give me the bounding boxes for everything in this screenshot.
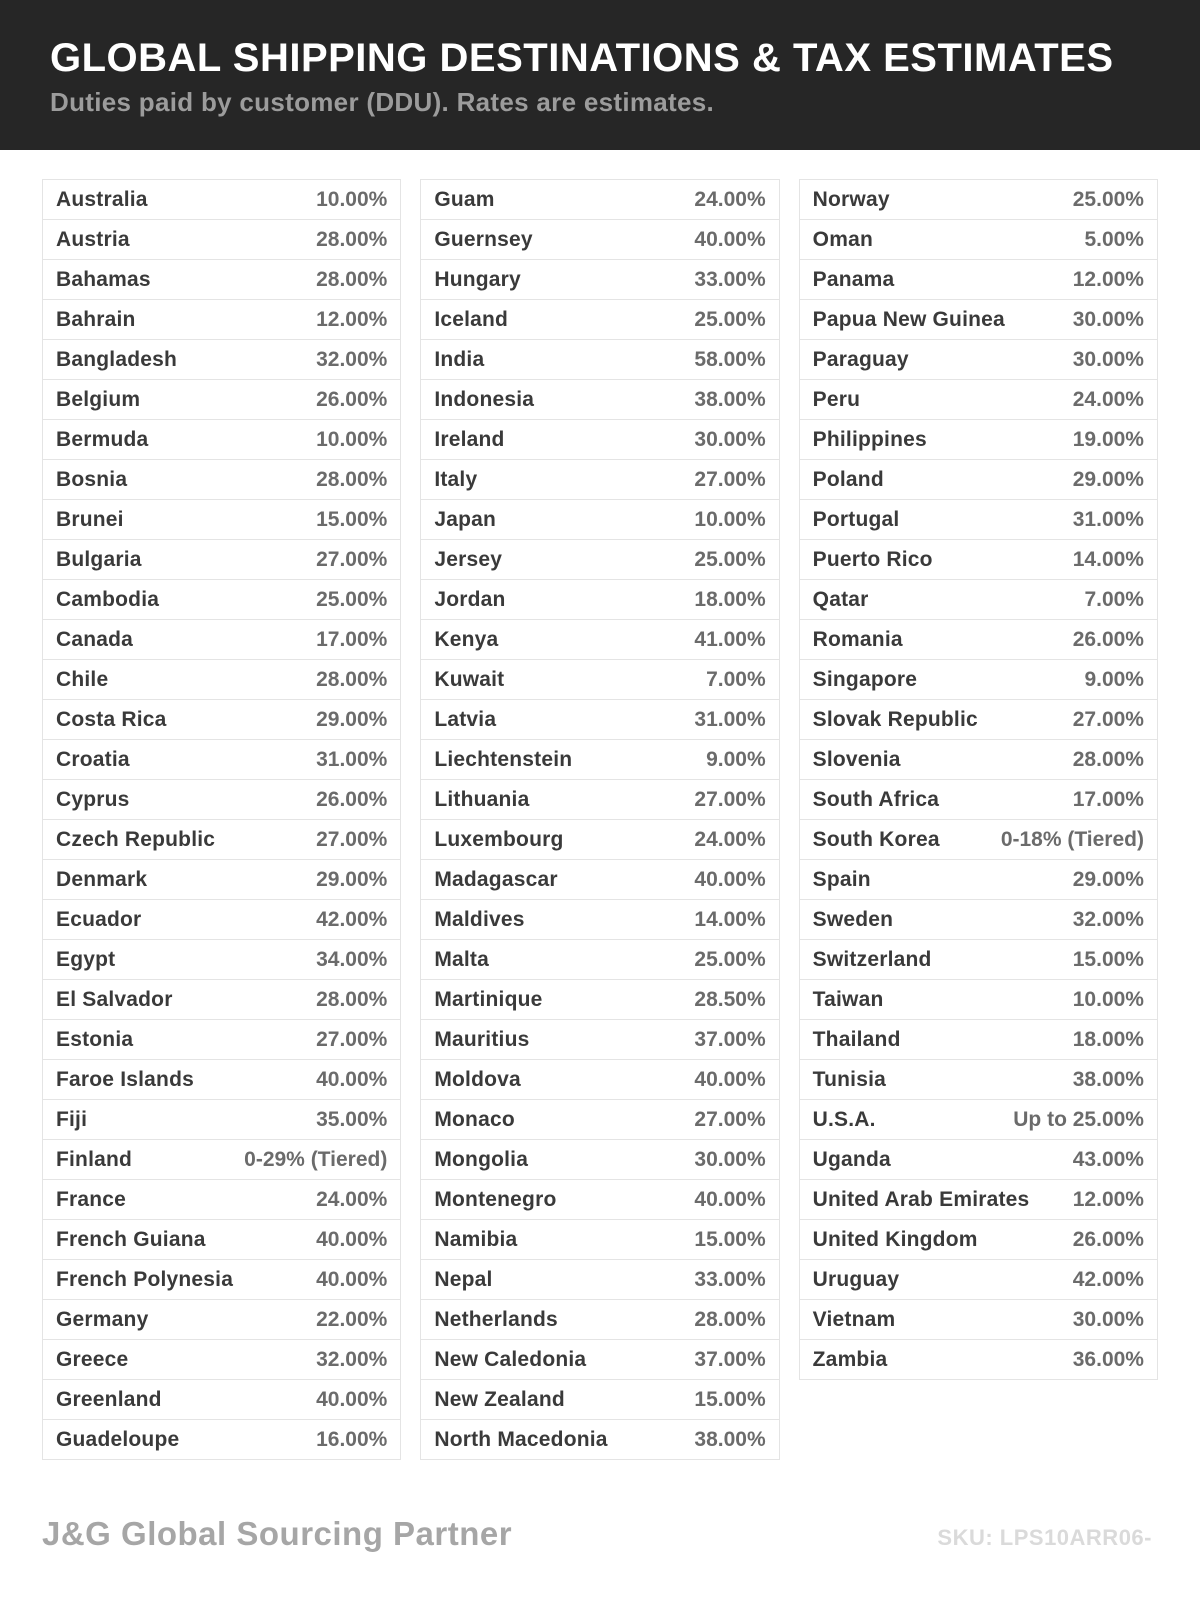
table-row	[42, 939, 401, 980]
tax-rate: 10.00%	[1072, 987, 1144, 1011]
country-name: United Arab Emirates	[812, 1187, 1030, 1211]
table-row	[799, 419, 1158, 460]
table-row	[42, 619, 401, 660]
table-row	[799, 339, 1158, 380]
country-name: Bahamas	[56, 267, 151, 291]
table-row	[799, 1059, 1158, 1100]
tax-rate: 28.00%	[316, 667, 388, 691]
tax-rate: 32.00%	[316, 347, 388, 371]
table-row	[799, 499, 1158, 540]
country-name: Australia	[56, 187, 148, 211]
table-row	[420, 659, 779, 700]
country-name: Croatia	[56, 747, 130, 771]
tax-rate: 29.00%	[316, 707, 388, 731]
table-row	[42, 1259, 401, 1300]
country-name: Hungary	[434, 267, 521, 291]
table-row	[42, 459, 401, 500]
country-name: Cambodia	[56, 587, 160, 611]
table-row	[420, 219, 779, 260]
country-name: Switzerland	[812, 947, 932, 971]
country-name: French Polynesia	[56, 1267, 234, 1291]
table-row	[420, 299, 779, 340]
country-name: New Caledonia	[434, 1347, 587, 1371]
country-name: Lithuania	[434, 787, 530, 811]
country-name: Tunisia	[812, 1067, 887, 1091]
country-name: France	[56, 1187, 127, 1211]
tax-rate: 12.00%	[1072, 1187, 1144, 1211]
table-row	[42, 259, 401, 300]
country-name: India	[434, 347, 485, 371]
tax-rate: 31.00%	[316, 747, 388, 771]
table-row	[420, 819, 779, 860]
country-name: Jordan	[434, 587, 506, 611]
tax-rate: 35.00%	[316, 1107, 388, 1131]
table-row	[420, 1339, 779, 1380]
country-name: Moldova	[434, 1067, 521, 1091]
country-name: Guernsey	[434, 227, 533, 251]
tax-rate: 27.00%	[316, 1027, 388, 1051]
country-name: Egypt	[56, 947, 116, 971]
table-row	[42, 899, 401, 940]
tax-rate: 27.00%	[694, 467, 766, 491]
tax-rate: 0-18% (Tiered)	[1000, 827, 1144, 851]
tax-rate: 15.00%	[694, 1227, 766, 1251]
country-name: Canada	[56, 627, 134, 651]
country-name: Monaco	[434, 1107, 515, 1131]
country-name: Mongolia	[434, 1147, 529, 1171]
table-column-2	[420, 179, 779, 1460]
country-name: Mauritius	[434, 1027, 530, 1051]
table-row	[420, 739, 779, 780]
tax-rate: 36.00%	[1072, 1347, 1144, 1371]
tax-rate: 10.00%	[316, 187, 388, 211]
country-name: Slovenia	[812, 747, 901, 771]
table-row	[42, 219, 401, 260]
tax-rate: 25.00%	[1072, 187, 1144, 211]
tax-rate: 14.00%	[1072, 547, 1144, 571]
country-name: Sweden	[812, 907, 894, 931]
country-name: Greenland	[56, 1387, 162, 1411]
country-name: Fiji	[56, 1107, 88, 1131]
tax-rate: 33.00%	[694, 267, 766, 291]
tax-rate: 16.00%	[316, 1427, 388, 1451]
tax-rate: 10.00%	[316, 427, 388, 451]
table-row	[799, 579, 1158, 620]
table-row	[420, 1379, 779, 1420]
tax-rate: 42.00%	[316, 907, 388, 931]
table-row	[420, 979, 779, 1020]
page-subtitle: Duties paid by customer (DDU). Rates are estimates.	[50, 87, 715, 117]
country-name: French Guiana	[56, 1227, 206, 1251]
table-row	[799, 899, 1158, 940]
table-row	[799, 179, 1158, 220]
table-column-1	[42, 179, 401, 1460]
tax-rate: 28.00%	[316, 227, 388, 251]
country-name: Greece	[56, 1347, 129, 1371]
tax-rate: 5.00%	[1084, 227, 1144, 251]
table-row	[42, 1019, 401, 1060]
table-row	[799, 1299, 1158, 1340]
country-name: Kenya	[434, 627, 499, 651]
tax-rate: 25.00%	[694, 307, 766, 331]
country-name: Romania	[812, 627, 903, 651]
tax-rate: 38.00%	[1072, 1067, 1144, 1091]
table-row	[420, 1099, 779, 1140]
tax-rate: 29.00%	[1072, 867, 1144, 891]
table-row	[42, 379, 401, 420]
table-row	[799, 379, 1158, 420]
country-name: Spain	[812, 867, 871, 891]
table-row	[42, 1379, 401, 1420]
table-row	[799, 699, 1158, 740]
country-name: Ireland	[434, 427, 505, 451]
table-row	[799, 259, 1158, 300]
table-row	[42, 419, 401, 460]
country-name: Bosnia	[56, 467, 128, 491]
country-name: Montenegro	[434, 1187, 557, 1211]
table-row	[420, 899, 779, 940]
country-name: Italy	[434, 467, 478, 491]
country-name: United Kingdom	[812, 1227, 978, 1251]
table-row	[420, 179, 779, 220]
tax-rate: 0-29% (Tiered)	[244, 1147, 388, 1171]
tax-rate: 30.00%	[694, 427, 766, 451]
country-name: Guam	[434, 187, 495, 211]
tax-rate: 27.00%	[694, 787, 766, 811]
tax-rate: 24.00%	[316, 1187, 388, 1211]
table-row	[42, 819, 401, 860]
table-row	[42, 179, 401, 220]
country-name: Chile	[56, 667, 109, 691]
country-name: Ecuador	[56, 907, 142, 931]
country-name: North Macedonia	[434, 1427, 608, 1451]
table-row	[799, 859, 1158, 900]
country-name: Qatar	[812, 587, 869, 611]
tax-rate: 25.00%	[694, 547, 766, 571]
tax-rate: 7.00%	[1084, 587, 1144, 611]
tax-rate: 26.00%	[1072, 627, 1144, 651]
country-name: Guadeloupe	[56, 1427, 180, 1451]
table-row	[420, 939, 779, 980]
tax-rate: 9.00%	[1084, 667, 1144, 691]
table-row	[42, 579, 401, 620]
tax-rate: 28.00%	[316, 467, 388, 491]
tax-rate: 40.00%	[316, 1267, 388, 1291]
tax-rate: 28.50%	[694, 987, 766, 1011]
table-row	[420, 699, 779, 740]
tax-rate: 24.00%	[694, 187, 766, 211]
country-name: Belgium	[56, 387, 141, 411]
tax-rate: 40.00%	[316, 1387, 388, 1411]
tax-rate: 26.00%	[316, 387, 388, 411]
tax-rate: 10.00%	[694, 507, 766, 531]
tax-rate: 24.00%	[694, 827, 766, 851]
tax-rate: 40.00%	[694, 867, 766, 891]
country-name: Peru	[812, 387, 861, 411]
country-name: Malta	[434, 947, 490, 971]
country-name: Denmark	[56, 867, 148, 891]
tax-rate: 18.00%	[1072, 1027, 1144, 1051]
table-row	[42, 859, 401, 900]
table-row	[799, 979, 1158, 1020]
tax-rate: 41.00%	[694, 627, 766, 651]
country-name: Faroe Islands	[56, 1067, 194, 1091]
tax-rate: 37.00%	[694, 1347, 766, 1371]
tax-rate: 37.00%	[694, 1027, 766, 1051]
country-name: Thailand	[812, 1027, 901, 1051]
country-name: South Africa	[812, 787, 940, 811]
table-row	[420, 339, 779, 380]
table-row	[420, 579, 779, 620]
tax-rate: 40.00%	[316, 1227, 388, 1251]
table-row	[42, 1139, 401, 1180]
header	[0, 0, 1200, 150]
tax-rate: 31.00%	[1072, 507, 1144, 531]
table-row	[799, 739, 1158, 780]
tax-rate: 26.00%	[1072, 1227, 1144, 1251]
tax-rate: 58.00%	[694, 347, 766, 371]
country-name: Luxembourg	[434, 827, 564, 851]
country-name: Norway	[812, 187, 890, 211]
table-row	[799, 1219, 1158, 1260]
country-name: Puerto Rico	[812, 547, 933, 571]
table-row	[799, 779, 1158, 820]
country-name: Iceland	[434, 307, 509, 331]
table-row	[42, 1179, 401, 1220]
country-name: Jersey	[434, 547, 503, 571]
table-row	[42, 779, 401, 820]
tax-rate: 27.00%	[316, 827, 388, 851]
table-row	[420, 779, 779, 820]
tax-rate: 38.00%	[694, 1427, 766, 1451]
table-row	[799, 219, 1158, 260]
tax-rate: Up to 25.00%	[1013, 1107, 1144, 1131]
table-row	[420, 1059, 779, 1100]
country-name: Poland	[812, 467, 884, 491]
country-name: Oman	[812, 227, 873, 251]
table-row	[799, 1179, 1158, 1220]
country-name: Austria	[56, 227, 130, 251]
table-row	[799, 819, 1158, 860]
brand-name: J&G Global Sourcing Partner	[42, 1515, 513, 1552]
table-row	[799, 1259, 1158, 1300]
table-row	[420, 1219, 779, 1260]
table-row	[420, 539, 779, 580]
country-name: Netherlands	[434, 1307, 558, 1331]
table-row	[42, 659, 401, 700]
tax-rate: 40.00%	[316, 1067, 388, 1091]
tax-rate: 25.00%	[316, 587, 388, 611]
tax-rate: 17.00%	[316, 627, 388, 651]
country-name: Estonia	[56, 1027, 134, 1051]
country-name: Brunei	[56, 507, 124, 531]
tax-rate: 42.00%	[1072, 1267, 1144, 1291]
tax-rate: 15.00%	[1072, 947, 1144, 971]
table-row	[42, 699, 401, 740]
tax-rate: 14.00%	[694, 907, 766, 931]
table-row	[42, 739, 401, 780]
table-row	[42, 1419, 401, 1460]
table-row	[42, 1099, 401, 1140]
tax-rate: 40.00%	[694, 1067, 766, 1091]
tax-rate: 31.00%	[694, 707, 766, 731]
tax-rate: 12.00%	[1072, 267, 1144, 291]
country-name: South Korea	[812, 827, 940, 851]
country-name: Bermuda	[56, 427, 149, 451]
tax-rate: 40.00%	[694, 1187, 766, 1211]
tax-rate: 12.00%	[316, 307, 388, 331]
country-name: Philippines	[812, 427, 927, 451]
table-row	[799, 539, 1158, 580]
table-row	[420, 459, 779, 500]
table-column-3	[799, 179, 1158, 1380]
table-row	[42, 499, 401, 540]
table-row	[799, 619, 1158, 660]
tax-rate: 32.00%	[316, 1347, 388, 1371]
table-row	[420, 1019, 779, 1060]
table-row	[420, 419, 779, 460]
country-name: Finland	[56, 1147, 133, 1171]
tax-rate: 28.00%	[316, 987, 388, 1011]
country-name: Singapore	[812, 667, 918, 691]
table-row	[42, 539, 401, 580]
table-row	[42, 1059, 401, 1100]
table-row	[42, 1339, 401, 1380]
table-row	[799, 1339, 1158, 1380]
tax-rate: 28.00%	[1072, 747, 1144, 771]
tax-rate: 17.00%	[1072, 787, 1144, 811]
footer	[42, 1515, 1152, 1553]
country-name: Bahrain	[56, 307, 136, 331]
table-row	[799, 299, 1158, 340]
country-name: Paraguay	[812, 347, 909, 371]
tax-rate: 32.00%	[1072, 907, 1144, 931]
country-name: Costa Rica	[56, 707, 167, 731]
country-name: Kuwait	[434, 667, 505, 691]
country-name: Maldives	[434, 907, 525, 931]
tax-rate: 25.00%	[694, 947, 766, 971]
table-row	[42, 1219, 401, 1260]
tax-rate: 43.00%	[1072, 1147, 1144, 1171]
tax-rate: 24.00%	[1072, 387, 1144, 411]
country-name: New Zealand	[434, 1387, 565, 1411]
table-row	[799, 1099, 1158, 1140]
country-name: Zambia	[812, 1347, 888, 1371]
tax-rate: 15.00%	[316, 507, 388, 531]
page-title: GLOBAL SHIPPING DESTINATIONS & TAX ESTIMATES	[50, 36, 1114, 80]
tax-rate: 30.00%	[694, 1147, 766, 1171]
table-row	[799, 939, 1158, 980]
tax-rate: 28.00%	[694, 1307, 766, 1331]
country-name: Latvia	[434, 707, 497, 731]
tax-rate: 22.00%	[316, 1307, 388, 1331]
country-name: Vietnam	[812, 1307, 896, 1331]
tax-rate: 40.00%	[694, 227, 766, 251]
country-name: Liechtenstein	[434, 747, 573, 771]
table-row	[42, 299, 401, 340]
tax-rate: 27.00%	[316, 547, 388, 571]
country-name: Bulgaria	[56, 547, 142, 571]
table-row	[420, 859, 779, 900]
tax-rate: 26.00%	[316, 787, 388, 811]
table-row	[799, 1139, 1158, 1180]
table-row	[420, 1259, 779, 1300]
country-name: Namibia	[434, 1227, 518, 1251]
tax-rate: 30.00%	[1072, 1307, 1144, 1331]
country-name: Czech Republic	[56, 827, 216, 851]
tax-rate: 19.00%	[1072, 427, 1144, 451]
country-name: Papua New Guinea	[812, 307, 1005, 331]
tax-rate: 28.00%	[316, 267, 388, 291]
country-name: U.S.A.	[812, 1107, 876, 1131]
tax-rate: 9.00%	[706, 747, 766, 771]
tax-rate: 38.00%	[694, 387, 766, 411]
tax-rate: 29.00%	[1072, 467, 1144, 491]
country-name: Slovak Republic	[812, 707, 978, 731]
country-name: Panama	[812, 267, 895, 291]
country-name: Madagascar	[434, 867, 558, 891]
table-row	[420, 259, 779, 300]
table-row	[420, 499, 779, 540]
country-name: Martinique	[434, 987, 543, 1011]
sku-label: SKU: LPS10ARR06-	[937, 1525, 1152, 1550]
country-name: Japan	[434, 507, 497, 531]
tax-table	[0, 150, 1200, 1460]
country-name: El Salvador	[56, 987, 173, 1011]
table-row	[799, 459, 1158, 500]
tax-rate: 18.00%	[694, 587, 766, 611]
table-row	[420, 1419, 779, 1460]
tax-rate: 7.00%	[706, 667, 766, 691]
tax-rate: 27.00%	[694, 1107, 766, 1131]
table-row	[42, 339, 401, 380]
country-name: Bangladesh	[56, 347, 178, 371]
tax-rate: 30.00%	[1072, 347, 1144, 371]
table-row	[420, 1179, 779, 1220]
country-name: Nepal	[434, 1267, 493, 1291]
country-name: Germany	[56, 1307, 149, 1331]
table-row	[799, 1019, 1158, 1060]
country-name: Indonesia	[434, 387, 535, 411]
tax-rate: 33.00%	[694, 1267, 766, 1291]
tax-rate: 15.00%	[694, 1387, 766, 1411]
tax-rate: 30.00%	[1072, 307, 1144, 331]
table-row	[799, 659, 1158, 700]
tax-rate: 27.00%	[1072, 707, 1144, 731]
country-name: Taiwan	[812, 987, 884, 1011]
table-row	[420, 379, 779, 420]
tax-rate: 34.00%	[316, 947, 388, 971]
table-row	[420, 1299, 779, 1340]
country-name: Uganda	[812, 1147, 891, 1171]
table-row	[420, 1139, 779, 1180]
country-name: Portugal	[812, 507, 900, 531]
table-row	[420, 619, 779, 660]
tax-rate: 29.00%	[316, 867, 388, 891]
country-name: Cyprus	[56, 787, 130, 811]
table-row	[42, 979, 401, 1020]
table-row	[42, 1299, 401, 1340]
country-name: Uruguay	[812, 1267, 900, 1291]
